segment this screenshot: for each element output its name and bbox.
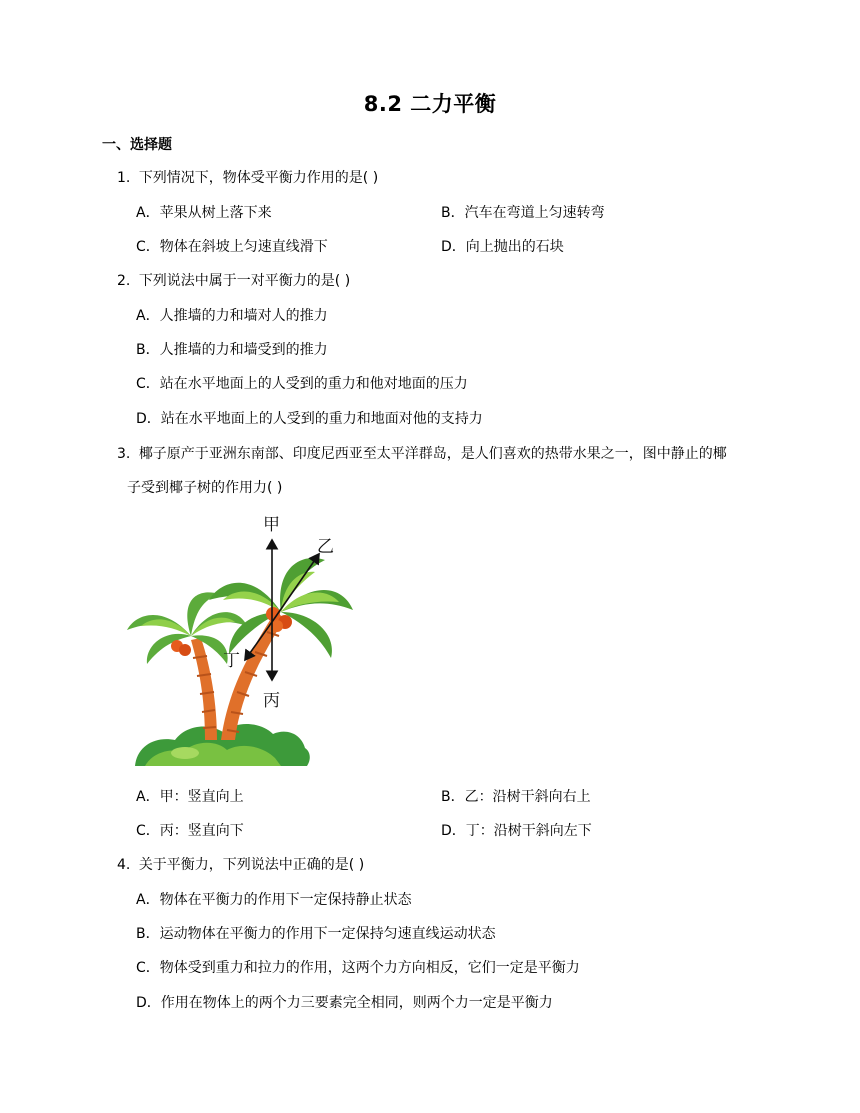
option-c: C．物体在斜坡上匀速直线滑下 bbox=[136, 239, 328, 255]
option-a: A．苹果从树上落下来 bbox=[136, 205, 272, 221]
option-c: C．丙：竖直向下 bbox=[136, 823, 244, 839]
option-b: B．运动物体在平衡力的作用下一定保持匀速直线运动状态 bbox=[136, 926, 496, 942]
option-d: D．向上抛出的石块 bbox=[441, 239, 564, 255]
question-stem-line-1: 椰子原产于亚洲东南部、印度尼西亚至太平洋群岛，是人们喜欢的热带水果之一，图中静止的椰 bbox=[138, 446, 727, 462]
question-1 bbox=[117, 168, 378, 188]
question-stem: 下列情况下，物体受平衡力作用的是( ) bbox=[138, 170, 379, 186]
option-a: A．人推墙的力和墙对人的推力 bbox=[136, 308, 328, 324]
option-b: B．乙：沿树干斜向右上 bbox=[441, 789, 591, 805]
question-number: 2. bbox=[117, 273, 131, 289]
question-number: 3. bbox=[117, 446, 131, 462]
question-stem: 关于平衡力，下列说法中正确的是( ) bbox=[138, 857, 365, 873]
label-jia: 甲 bbox=[263, 515, 280, 535]
question-number: 4. bbox=[117, 857, 131, 873]
question-stem: 下列说法中属于一对平衡力的是( ) bbox=[138, 273, 351, 289]
page-title: 8.2 二力平衡 bbox=[363, 92, 497, 116]
question-stem-line-2: 子受到椰子树的作用力( ) bbox=[127, 480, 283, 496]
question-number: 1. bbox=[117, 170, 131, 186]
option-c: C．站在水平地面上的人受到的重力和他对地面的压力 bbox=[136, 376, 468, 392]
option-d: D．丁：沿树干斜向左下 bbox=[441, 823, 592, 839]
coconut-tree-illustration bbox=[125, 508, 365, 770]
option-a: A．甲：竖直向上 bbox=[136, 789, 244, 805]
option-d: D．站在水平地面上的人受到的重力和地面对他的支持力 bbox=[136, 411, 483, 427]
option-c: C．物体受到重力和拉力的作用，这两个力方向相反，它们一定是平衡力 bbox=[136, 960, 580, 976]
option-d: D．作用在物体上的两个力三要素完全相同，则两个力一定是平衡力 bbox=[136, 995, 553, 1011]
question-4 bbox=[117, 855, 364, 875]
coconut-tree-figure bbox=[125, 508, 365, 770]
label-bing: 丙 bbox=[263, 691, 280, 711]
option-a: A．物体在平衡力的作用下一定保持静止状态 bbox=[136, 892, 412, 908]
label-ding: 丁 bbox=[223, 651, 240, 671]
question-3 bbox=[117, 444, 727, 464]
question-2 bbox=[117, 271, 350, 291]
section-heading: 一、选择题 bbox=[102, 137, 172, 153]
option-b: B．汽车在弯道上匀速转弯 bbox=[441, 205, 605, 221]
option-b: B．人推墙的力和墙受到的推力 bbox=[136, 342, 328, 358]
label-yi: 乙 bbox=[317, 537, 334, 557]
